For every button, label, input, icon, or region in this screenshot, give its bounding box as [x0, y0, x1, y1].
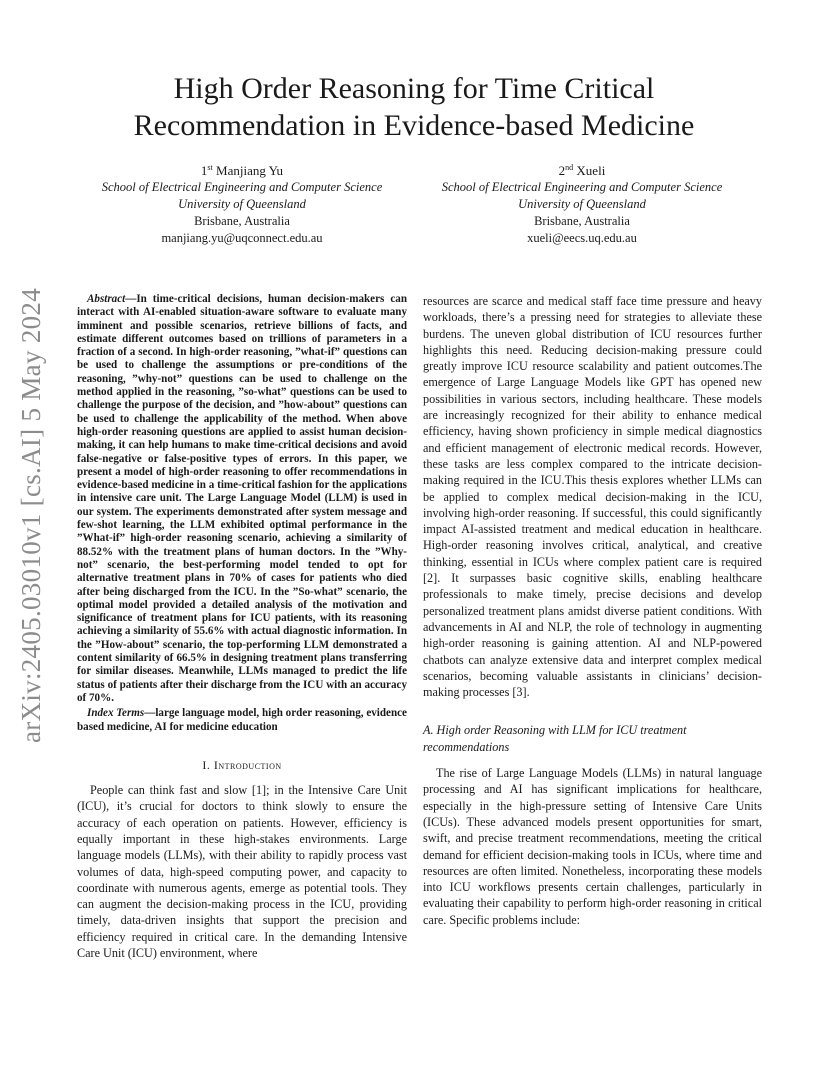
right-column: [423, 293, 762, 928]
subsection-label: A.: [423, 723, 434, 738]
author-email[interactable]: xueli@eecs.uq.edu.au: [527, 231, 637, 245]
arxiv-stamp-text: arXiv:2405.03010v1 [cs.AI] 5 May 2024: [16, 287, 47, 743]
author-name-line: [412, 162, 752, 179]
subsection-heading-a: [423, 722, 762, 755]
abstract-text: —In time-critical decisions, human decision-makers can interact with AI-enabled situation-aware software to evaluate many imminent and possible scenarios, retrieve billions of facts, and estimate different outcomes based on trillions of parameters in a fraction of a second. In high-order reasoning, ”what-if” questions can be used to challenge the assumptions or pre-conditions of the reasoning, ”why-not” questions can be used to challenge on the method applied in the reasoning, ”so-what” questions can be used to challenge the purpose of the decision, and ”how-about” questions can be used to challenge the applicability of the method. When above high-order reasoning questions are applied to assist human decision-making, it can help humans to make time-critical decisions and avoid false-negative or false-positive types of errors. In this paper, we present a model of high-order reasoning to offer recommendations in evidence-based medicine in a time-critical fashion for the applications in intensive care unit. The Large Language Model (LLM) is used in our system. The experiments demonstrated after system message and few-shot learning, the LLM exhibited optimal performance in the ”What-if” high-order reasoning scenario, achieving a similarity of 88.52% with the treatment plans of human doctors. In the ”Why-not” scenario, the best-performing model tended to opt for alternative treatment plans in 70% of cases for patients who died after being discharged from the ICU. In the ”So-what” scenario, the optimal model provided a detailed analysis of the motivation and significance of treatment plans for ICU patients, with its reasoning achieving a similarity of 55.6% with actual diagnostic information. In the ”How-about” scenario, the top-performing LLM demonstrated a content similarity of 66.5% in designing treatment plans transferring for similar diseases. Meanwhile, LLMs managed to predict the life status of patients after their discharge from the ICU with an accuracy of 70%.: [77, 293, 407, 704]
section-number: I.: [202, 757, 211, 772]
author-location: Brisbane, Australia: [194, 214, 290, 228]
section-heading-introduction: [77, 757, 407, 773]
author-block-1: [72, 162, 412, 247]
author-name: Manjiang Yu: [216, 163, 284, 178]
author-university: University of Queensland: [518, 197, 646, 211]
abstract-label: Abstract: [87, 293, 126, 305]
author-university: University of Queensland: [178, 197, 306, 211]
author-block-2: [412, 162, 752, 247]
arxiv-stamp: [14, 287, 50, 743]
author-ordinal-suffix: nd: [565, 163, 574, 172]
intro-paragraph-1-continued: resources are scarce and medical staff face time pressure and heavy workloads, there’s a pressing need for strategies to alleviate these burdens. The uneven global distribution of ICU resources further highlights this need. Reducing decision-making pressure could greatly improve ICU resource scalability and patient outcomes.The emergence of Large Language Models like GPT has opened new possibilities in various sectors, including healthcare. These models are increasingly recognized for their ability to enhance medical efficiency, having shown proficiency in simple medical diagnostics and efficient management of electronic medical records. However, these tasks are less complex compared to the intricate decision-making required in the ICU.This thesis explores whether LLMs can be applied to complex medical decision-making in the ICU, involving high-order reasoning. If successful, this could significantly impact AI-assisted treatment and medical education in healthcare. High-order reasoning involves critical, analytical, and creative thinking, essential in ICUs where complex patient care is required [2]. It surpasses basic cognitive skills, enabling healthcare professionals to make timely, precise decisions and develop personalized treatment plans amidst diverse patient conditions. With advancements in AI and NLP, the role of technology in augmenting high-order reasoning is gaining attention. AI and NLP-powered chatbots can analyze extensive data and interpret complex medical scenarios, becoming valuable assistants in clinicians’ decision-making processes [3].: [423, 294, 762, 700]
index-terms-label: Index Terms: [87, 707, 145, 720]
title-line-2: Recommendation in Evidence-based Medicine: [133, 109, 695, 142]
author-location: Brisbane, Australia: [534, 214, 630, 228]
subsection-title: High order Reasoning with LLM for ICU treatment recommendations: [423, 723, 687, 754]
left-column: [77, 293, 407, 961]
author-ordinal: 1: [200, 163, 208, 178]
author-name-line: [72, 162, 412, 179]
index-terms: [77, 707, 407, 734]
author-name: Xueli: [576, 163, 606, 178]
abstract: [77, 293, 407, 705]
intro-paragraph-1: People can think fast and slow [1]; in the Intensive Care Unit (ICU), it’s crucial for doctors to think slowly to ensure the accuracy of each operation on patients. However, efficiency is equally important in these high-stakes environments. Large language models (LLMs), with their ability to rapidly process vast volumes of data, high-speed computing power, and capacity to coordinate with numerous agents, emerge as potential tools. They can augment the decision-making process in the ICU, providing timely, data-driven insights that support the precision and efficiency required in critical care. In the demanding Intensive Care Unit (ICU) environment, where: [77, 783, 407, 961]
subsection-a-paragraph-1: The rise of Large Language Models (LLMs) in natural language processing and AI has significant implications for healthcare, especially in the high-pressure setting of Intensive Care Units (ICUs). These advanced models present opportunities for smart, swift, and precise treatment recommendations, meeting the critical demand for efficient decision-making tools in ICUs, where time and resources are often limited. Nonetheless, incorporating these models into ICU workflows presents certain challenges, particularly in evaluating their capability to perform high-order reasoning in critical care. Specific problems include:: [423, 766, 762, 927]
author-ordinal-suffix: st: [207, 163, 213, 172]
index-terms-text: —large language model, high order reasoning, evidence based medicine, AI for medicine education: [77, 707, 407, 733]
author-email[interactable]: manjiang.yu@uqconnect.edu.au: [161, 231, 323, 245]
author-affiliation: School of Electrical Engineering and Computer Science: [101, 180, 383, 194]
author-affiliation: School of Electrical Engineering and Computer Science: [441, 180, 723, 194]
paper-title: [60, 70, 768, 144]
title-line-1: High Order Reasoning for Time Critical: [173, 72, 655, 105]
author-ordinal: 2: [558, 163, 566, 178]
section-title: Introduction: [213, 757, 282, 772]
